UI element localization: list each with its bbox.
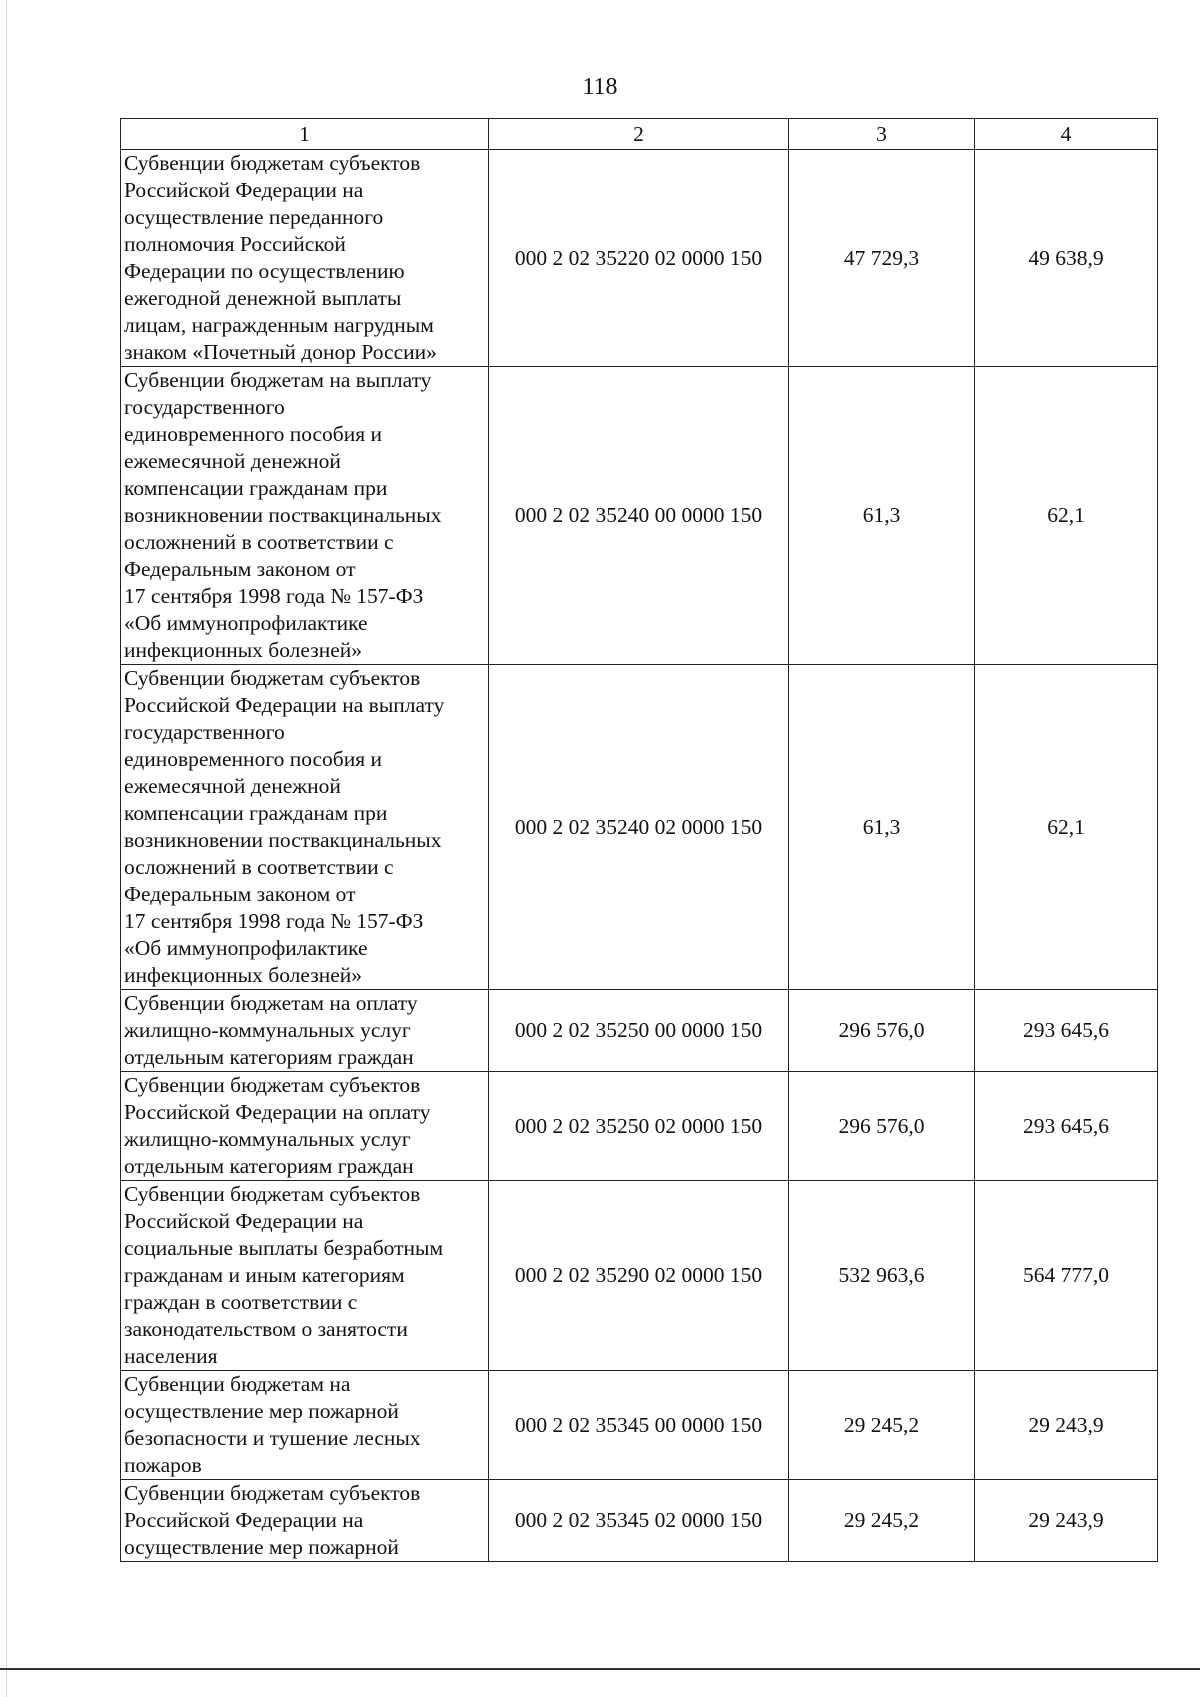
row-value-col3: 61,3: [789, 665, 975, 990]
row-value-col4: 62,1: [975, 665, 1158, 990]
table-row: [121, 1181, 1158, 1371]
row-code: 000 2 02 35220 02 0000 150: [489, 150, 789, 367]
table-row: [121, 150, 1158, 367]
row-value-col4: 293 645,6: [975, 1072, 1158, 1181]
row-value-col3: 532 963,6: [789, 1181, 975, 1371]
row-value-col3: 29 245,2: [789, 1371, 975, 1480]
row-code: 000 2 02 35250 00 0000 150: [489, 990, 789, 1072]
row-value-col4: 293 645,6: [975, 990, 1158, 1072]
row-code: 000 2 02 35250 02 0000 150: [489, 1072, 789, 1181]
row-name: Субвенции бюджетам субъектов Российской Федерации на осуществление переданного полномочия Российской Федерации по осуществлению ежегодной денежной выплаты лицам, награжденным нагрудным знаком «Почетный донор России»: [121, 150, 489, 367]
page-number: 118: [582, 74, 618, 100]
row-value-col4: 564 777,0: [975, 1181, 1158, 1371]
table-row: [121, 1371, 1158, 1480]
row-value-col3: 61,3: [789, 367, 975, 665]
budget-table: [120, 118, 1158, 1562]
header-col-1: 1: [121, 119, 489, 150]
row-code: 000 2 02 35290 02 0000 150: [489, 1181, 789, 1371]
row-code: 000 2 02 35240 00 0000 150: [489, 367, 789, 665]
footer-rule: [0, 1668, 1200, 1670]
table-header-row: [121, 119, 1158, 150]
row-value-col4: 29 243,9: [975, 1371, 1158, 1480]
scan-edge-line: [6, 0, 7, 1697]
row-code: 000 2 02 35345 00 0000 150: [489, 1371, 789, 1480]
header-col-2: 2: [489, 119, 789, 150]
row-code: 000 2 02 35240 02 0000 150: [489, 665, 789, 990]
header-col-3: 3: [789, 119, 975, 150]
row-value-col3: 296 576,0: [789, 1072, 975, 1181]
row-code: 000 2 02 35345 02 0000 150: [489, 1480, 789, 1562]
table-row: [121, 1072, 1158, 1181]
row-name: Субвенции бюджетам субъектов Российской Федерации на социальные выплаты безработным гражданам и иным категориям граждан в соответствии с законодательством о занятости населения: [121, 1181, 489, 1371]
row-value-col3: 296 576,0: [789, 990, 975, 1072]
row-value-col3: 29 245,2: [789, 1480, 975, 1562]
table-row: [121, 1480, 1158, 1562]
row-value-col4: 62,1: [975, 367, 1158, 665]
row-name: Субвенции бюджетам субъектов Российской Федерации на оплату жилищно-коммунальных услуг отдельным категориям граждан: [121, 1072, 489, 1181]
row-value-col4: 29 243,9: [975, 1480, 1158, 1562]
row-name: Субвенции бюджетам на выплату государственного единовременного пособия и ежемесячной денежной компенсации гражданам при возникновении поствакцинальных осложнений в соответствии с Федеральным законом от 17 сентября 1998 года № 157-ФЗ «Об иммунопрофилактике инфекционных болезней»: [121, 367, 489, 665]
row-name: Субвенции бюджетам на оплату жилищно-коммунальных услуг отдельным категориям граждан: [121, 990, 489, 1072]
table-row: [121, 665, 1158, 990]
table-row: [121, 990, 1158, 1072]
row-name: Субвенции бюджетам на осуществление мер пожарной безопасности и тушение лесных пожаров: [121, 1371, 489, 1480]
row-name: Субвенции бюджетам субъектов Российской Федерации на выплату государственного единовременного пособия и ежемесячной денежной компенсации гражданам при возникновении поствакцинальных осложнений в соответствии с Федеральным законом от 17 сентября 1998 года № 157-ФЗ «Об иммунопрофилактике инфекционных болезней»: [121, 665, 489, 990]
table-row: [121, 367, 1158, 665]
row-value-col4: 49 638,9: [975, 150, 1158, 367]
row-value-col3: 47 729,3: [789, 150, 975, 367]
row-name: Субвенции бюджетам субъектов Российской Федерации на осуществление мер пожарной: [121, 1480, 489, 1562]
header-col-4: 4: [975, 119, 1158, 150]
